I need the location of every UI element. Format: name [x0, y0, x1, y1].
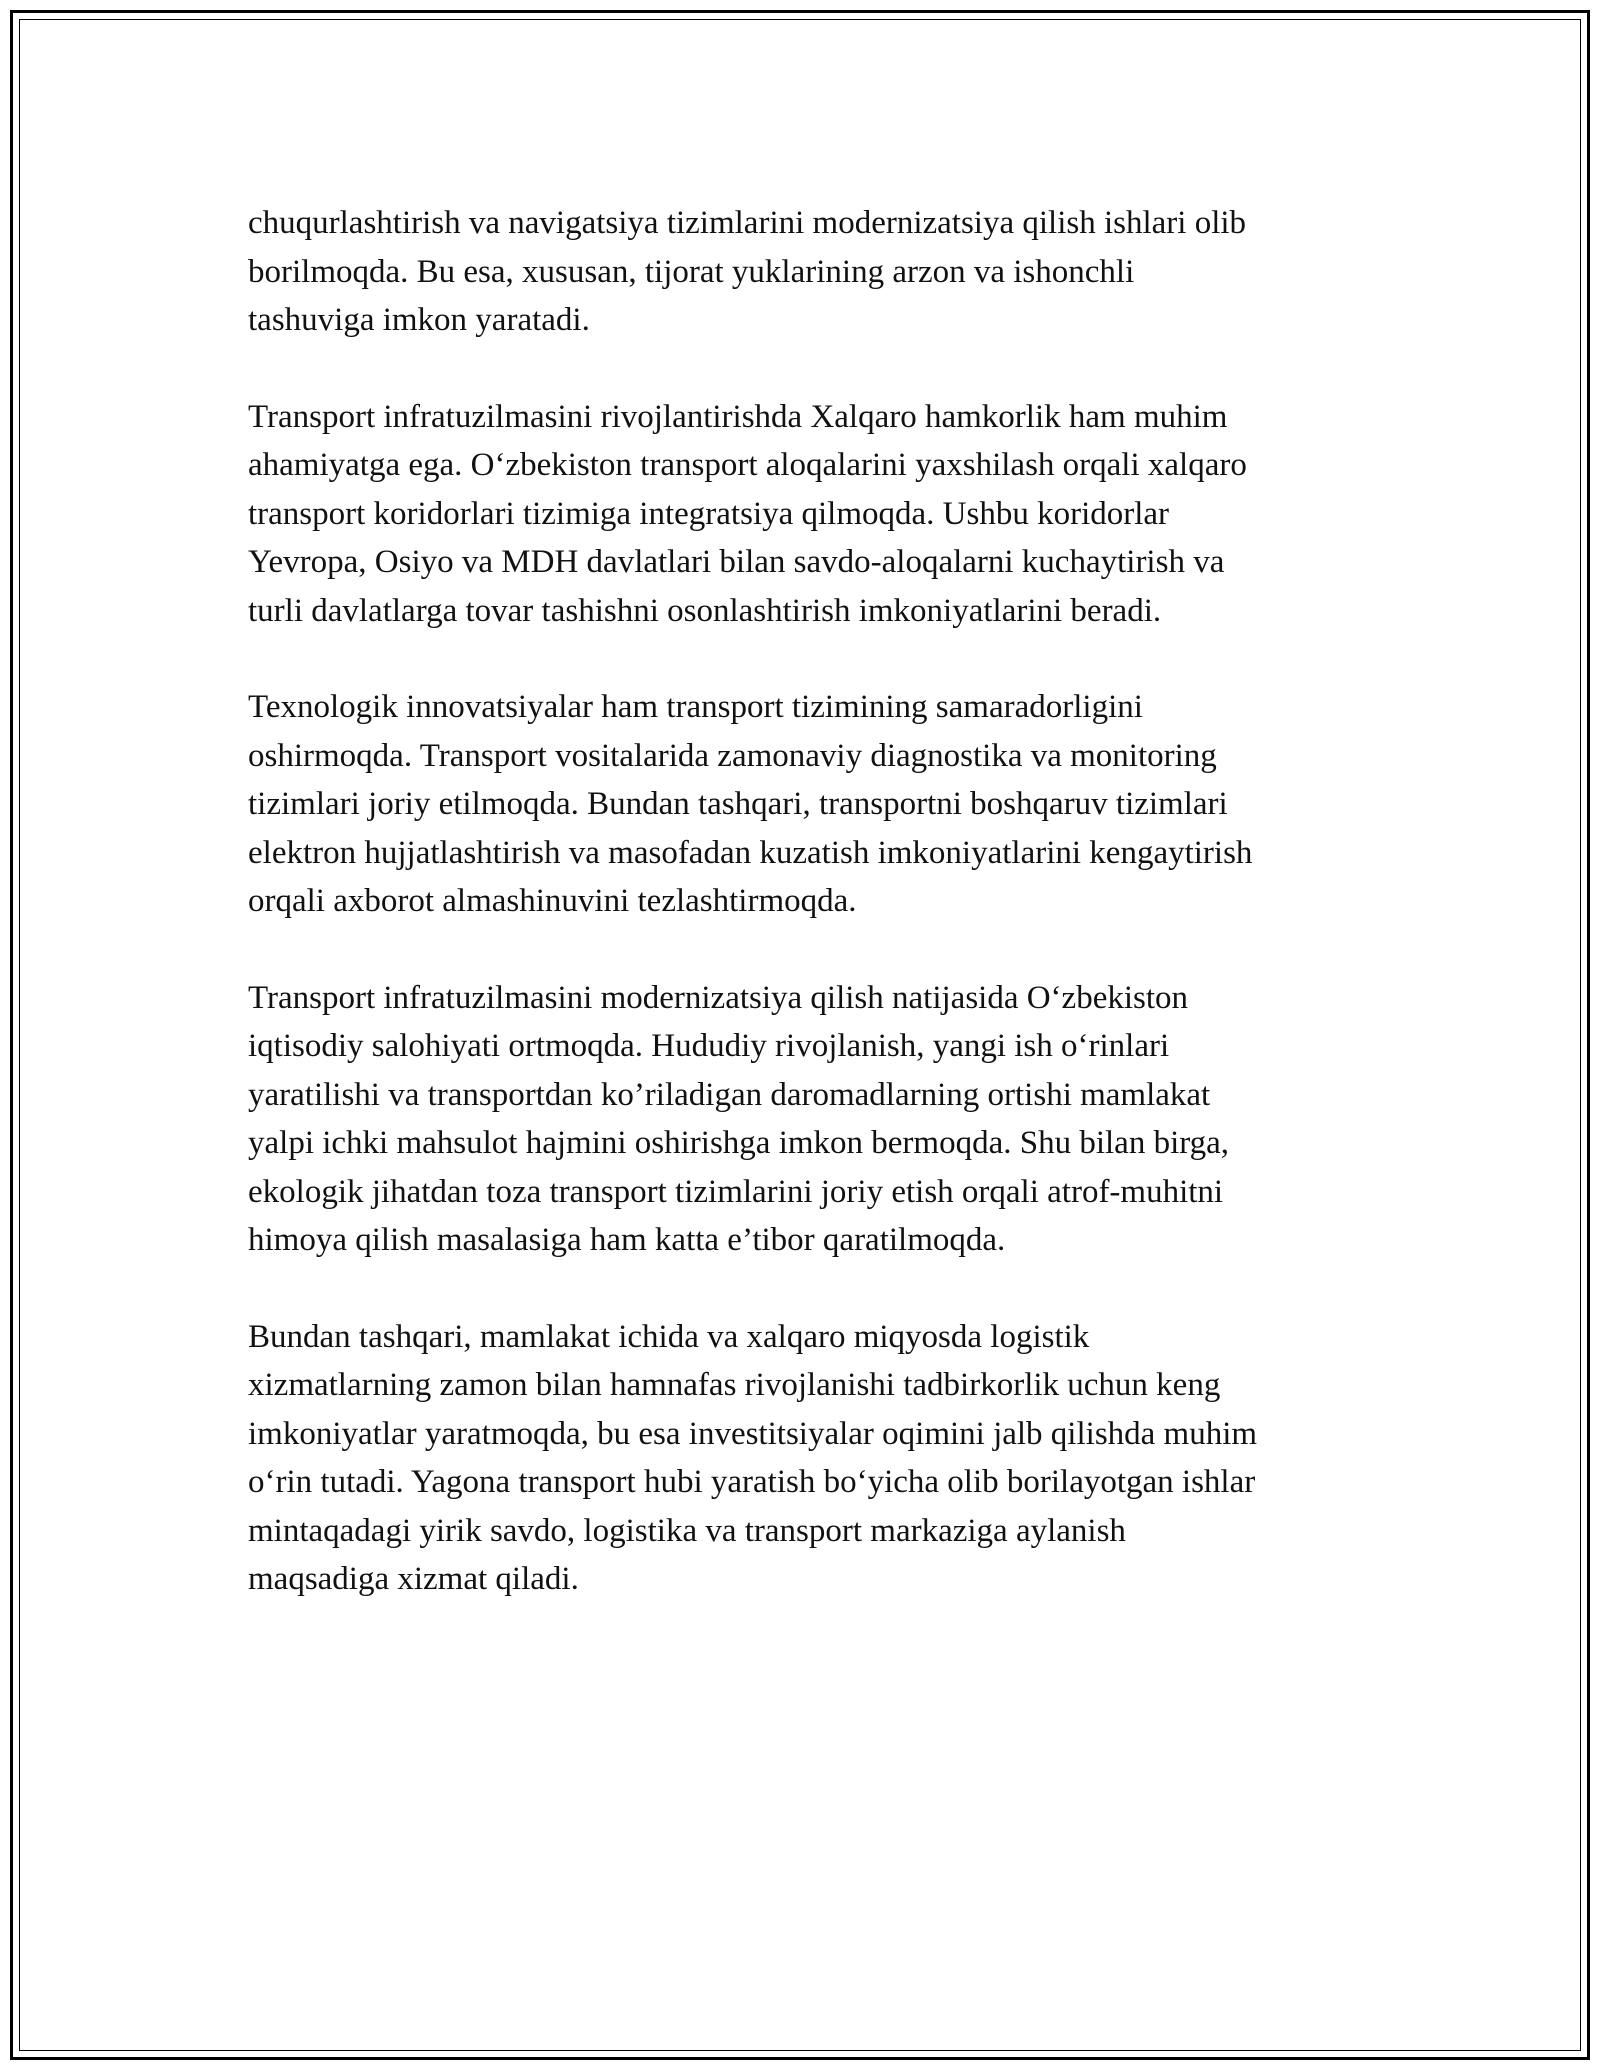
document-body [248, 199, 1378, 1652]
paragraph: Texnologik innovatsiyalar ham transport tizimining samaradorligini oshirmoqda. Transport vositalarida zamonaviy diagnostika va monitoring tizimlari joriy etilmoqda. Bundan tashqari, transportni boshqaruv tizimlari elektron hujjatlashtirish va masofadan kuzatish imkoniyatlarini kengaytirish orqali axborot almashinuvini tezlashtirmoqda. [248, 689, 1253, 919]
document-page [10, 10, 1590, 2060]
paragraph: Transport infratuzilmasini rivojlantirishda Xalqaro hamkorlik ham muhim ahamiyatga ega. O‘zbekiston transport aloqalarini yaxshilash orqali xalqaro transport koridorlari tizimiga integratsiya qilmoqda. Ushbu koridorlar Yevropa, Osiyo va MDH davlatlari bilan savdo-aloqalarni kuchaytirish va turli davlatlarga tovar tashishni osonlashtirish imkoniyatlarini beradi. [248, 398, 1247, 629]
paragraph: chuqurlashtirish va navigatsiya tizimlarini modernizatsiya qilish ishlari olib borilmoqda. Bu esa, xususan, tijorat yuklarining arzon va ishonchli tashuviga imkon yaratadi. [248, 205, 1247, 338]
paragraph: Transport infratuzilmasini modernizatsiya qilish natijasida O‘zbekiston iqtisodiy salohiyati ortmoqda. Hududiy rivojlanish, yangi ish o‘rinlari yaratilishi va transportdan ko’riladigan daromadlarning ortishi mamlakat yalpi ichki mahsulot hajmini oshirishga imkon bermoqda. Shu bilan birga, ekologik jihatdan toza transport tizimlarini joriy etish orqali atrof-muhitni himoya qilish masalasiga ham katta e’tibor qaratilmoqda. [248, 979, 1230, 1258]
paragraph: Bundan tashqari, mamlakat ichida va xalqaro miqyosda logistik xizmatlarning zamon bilan hamnafas rivojlanishi tadbirkorlik uchun keng imkoniyatlar yaratmoqda, bu esa investitsiyalar oqimini jalb qilishda muhim o‘rin tutadi. Yagona transport hubi yaratish bo‘yicha olib borilayotgan ishlar mintaqadagi yirik savdo, logistika va transport markaziga aylanish maqsadiga xizmat qiladi. [248, 1318, 1258, 1597]
